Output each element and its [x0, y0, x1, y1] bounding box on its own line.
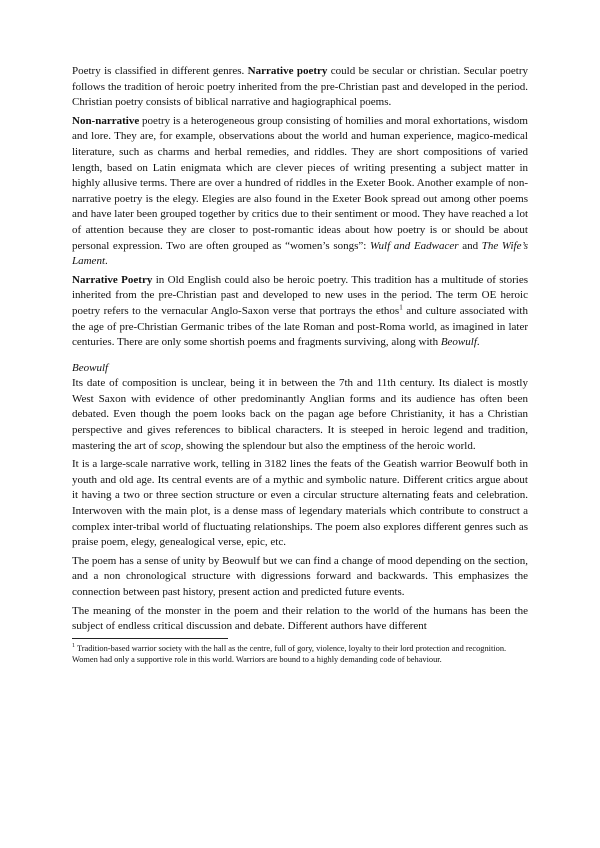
paragraph-beowulf-monsters: The meaning of the monster in the poem and their relation to the world of the humans has been the subject of endless critical discussion and debate. Different authors have different [72, 604, 528, 633]
paragraph-beowulf-date [72, 376, 528, 454]
text: could be secular or christian. Secular poetry follows the tradition of heroic poetry inherited from the pre-Christian past and developed in the period. Christian poetry consists of biblical narrative and hagiographical poems. [72, 65, 529, 109]
section-heading-beowulf: Beowulf [72, 361, 109, 374]
text: . [105, 255, 108, 268]
paragraph-heroic-poetry [72, 273, 528, 351]
text: . [476, 336, 480, 349]
footnote-marker: 1 [72, 642, 75, 649]
text: and culture associated with the age of pre-Christian Germanic tribes of the late Roman and post-Roma world, as imagined in later centuries. There are only some shortish poems and fragments surviving, along with [72, 304, 528, 349]
title-wulf-and-eadwacer: Wulf and Eadwacer [369, 239, 459, 252]
text: Its date of composition is unclear, being it in between the 7th and 11th century. Its dialect is mostly West Saxon with evidence of other predominantly Anglian forms and its audience has often been debated. Even though the poem looks back on the pagan age before Christianity, it has a Christian perspective and gives references to biblical characters. It is steeped in heroic legend and tradition, mastering the art of [72, 377, 528, 452]
footnote [72, 643, 528, 666]
paragraph-genres [72, 64, 528, 111]
text: poetry is a heterogeneous group consisting of homilies and moral exhortations, wisdom and lore. They are, for example, observations about the world and human experience, magico-medical literature, such as charms and herbal remedies, and riddles. They are short compositions of varied length, based on Latin enigmata which are clever pieces of writing presenting a subject matter in highly allusive terms. There are over a hundred of riddles in the Exeter Book. Another example of non-narrative poetry is the elegy. Elegies are also found in the Exeter Book spread out among other poems and have later been grouped together by critics due to their sentiment or mood. They have reached a lot of attention because they are closer to post-romantic ideas about how poetry is or should be about personal expression. Two are often grouped as “women’s songs”: [72, 114, 528, 252]
term-narrative-poetry-heroic: Narrative Poetry [72, 273, 153, 286]
term-non-narrative: Non-narrative [72, 114, 140, 127]
text: in Old English could also be heroic poetry. This tradition has a multitude of stories inherited from the pre-Christian past and developed to new uses in the period. The term OE heroic poetry refers to the vernacular Anglo-Saxon verse that portrays the ethos [72, 273, 528, 317]
text: showing the splendour but also the emptiness of the heroic world. [183, 439, 476, 452]
paragraph-beowulf-unity: The poem has a sense of unity by Beowulf but we can find a change of mood depending on the section, and a non chronological structure with digressions forward and backwards. This emphasizes the connection between past history, present action and predicted future events. [72, 554, 528, 598]
paragraph-non-narrative [72, 114, 528, 270]
text: and [458, 239, 482, 252]
term-scop: scop, [160, 439, 184, 452]
footnote-divider [72, 638, 228, 639]
footnote-reference[interactable]: 1 [399, 303, 403, 312]
title-beowulf: Beowulf [440, 336, 477, 349]
document-page [72, 64, 528, 666]
paragraph-beowulf-narrative: It is a large-scale narrative work, telling in 3182 lines the feats of the Geatish warrior Beowulf both in youth and old age. Its central events are of a mythic and symbolic nature. Different critics argue about it having a two or three section structure or even a circular structure alternating feats and celebration. Interwoven with the main plot, is a dense mass of legendary materials which contribute to construct a complex inter-tribal world of fluctuating relationships. The poem also explores different genres such as praise poem, elegy, genealogical verse, epic, etc. [72, 458, 528, 549]
text: Poetry is classified in different genres. [72, 65, 248, 77]
term-narrative-poetry: Narrative poetry [247, 65, 328, 77]
title-wifes-lament: The Wife’s Lament [72, 239, 528, 268]
footnote-text: Tradition-based warrior society with the hall as the centre, full of gory, violence, loyalty to their lord protection and recognition. Women had only a supportive role in this world. Warriors are bound to a highly demanding code of behaviour. [72, 643, 507, 665]
